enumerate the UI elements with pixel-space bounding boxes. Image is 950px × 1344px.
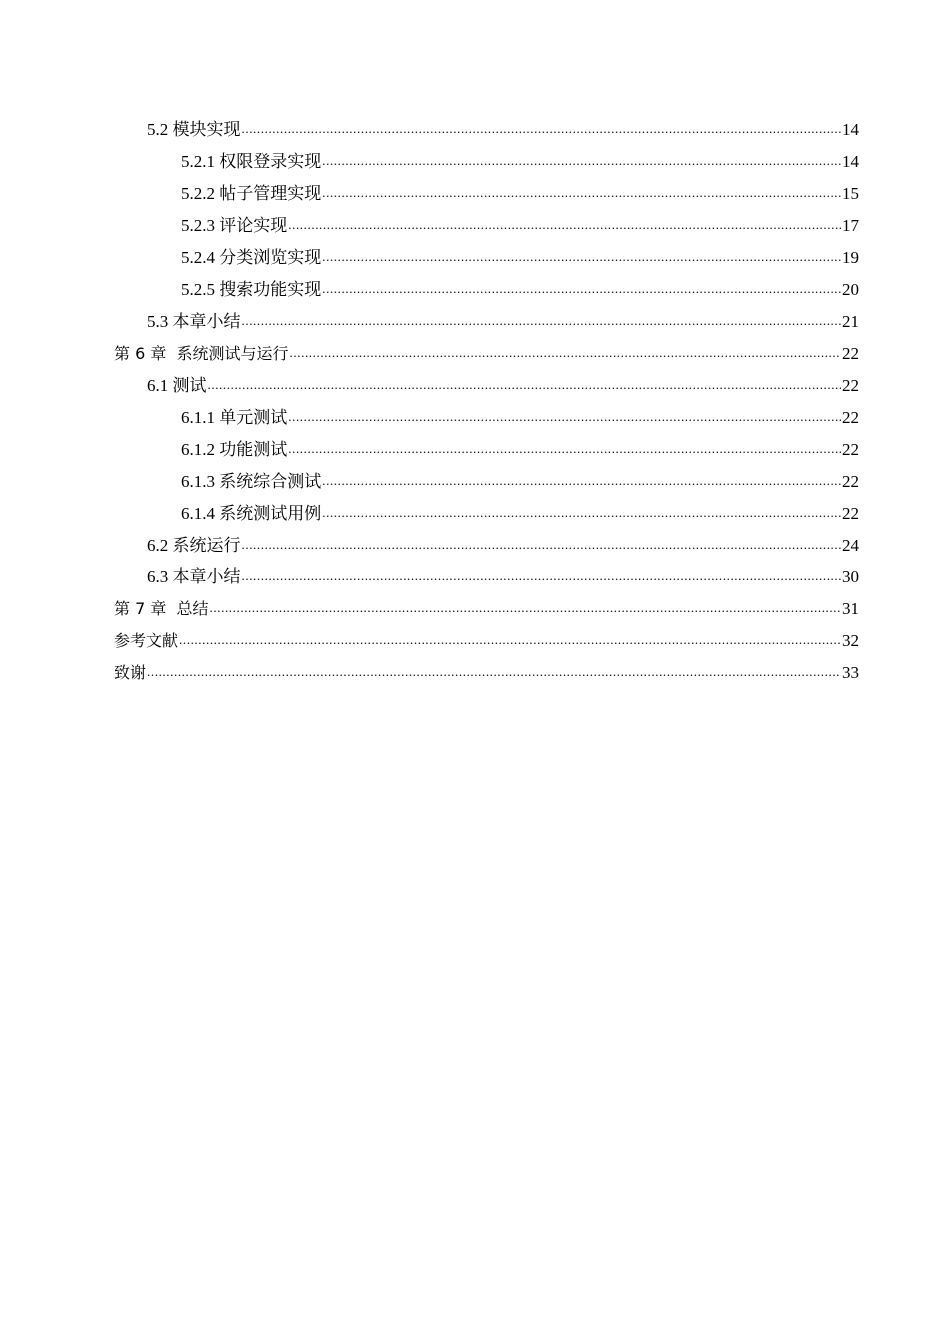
toc-entry-page: 24 [842,536,859,555]
toc-entry-title: 功能测试 [219,440,288,459]
toc-entry-page: 31 [842,599,859,618]
dot-leader [242,564,842,588]
toc-entry-page: 33 [842,663,859,682]
toc-entry-6-1[interactable] [147,374,859,398]
toc-entry-title: 单元测试 [219,408,288,427]
toc-entry-title: 权限登录实现 [219,152,322,171]
toc-entry-6-1-1[interactable] [181,406,859,430]
toc-entry-6-2[interactable] [147,534,859,558]
toc-entry-5-2-4[interactable] [181,246,859,270]
toc-entry-title: 系统综合测试 [219,472,322,491]
toc-entry-page: 30 [842,567,859,586]
toc-entry-number: 6.1.3 [181,472,215,491]
toc-entry-5-2-3[interactable] [181,214,859,238]
toc-entry-number: 6.1.2 [181,440,215,459]
toc-entry-title: 分类浏览实现 [219,248,322,267]
toc-entry-title: 系统运行 [172,536,241,555]
toc-entry-acknowledgements[interactable] [114,661,859,685]
dot-leader [288,405,841,429]
toc-entry-page: 22 [842,408,859,427]
toc-entry-chapter-7[interactable] [114,597,859,621]
toc-entry-5-2-5[interactable] [181,278,859,302]
toc-entry-chapter-6[interactable] [114,342,859,366]
toc-entry-number: 5.2.4 [181,248,215,267]
toc-entry-page: 22 [842,504,859,523]
toc-entry-title: 模块实现 [172,120,241,139]
toc-entry-title: 系统测试用例 [219,504,322,523]
toc-entry-page: 14 [842,120,859,139]
toc-entry-number: 6.1.4 [181,504,215,523]
toc-entry-references[interactable] [114,629,859,653]
toc-entry-number: 5.2.2 [181,184,215,203]
toc-entry-number: 6.2 [147,536,169,555]
toc-entry-page: 21 [842,312,859,331]
dot-leader [322,245,841,269]
dot-leader [242,117,842,141]
dot-leader [210,596,841,620]
toc-entry-page: 19 [842,248,859,267]
toc-entry-number: 第 6 章 [114,344,167,363]
dot-leader [290,341,841,365]
toc-entry-number: 6.3 [147,567,169,586]
dot-leader [322,501,841,525]
toc-entry-number: 6.1.1 [181,408,215,427]
dot-leader [322,277,841,301]
toc-entry-page: 22 [842,440,859,459]
toc-entry-page: 22 [842,472,859,491]
toc-entry-number: 5.2.3 [181,216,215,235]
dot-leader [288,213,841,237]
toc-entry-number: 5.2.5 [181,280,215,299]
toc-entry-page: 32 [842,631,859,650]
toc-entry-page: 22 [842,376,859,395]
toc-entry-6-1-2[interactable] [181,438,859,462]
dot-leader [288,437,841,461]
toc-entry-title: 本章小结 [172,312,241,331]
dot-leader [242,533,842,557]
toc-entry-number: 5.2 [147,120,169,139]
toc-entry-page: 22 [842,344,859,363]
toc-entry-number: 6.1 [147,376,169,395]
toc-entry-title: 参考文献 [114,631,179,650]
toc-entry-5-3[interactable] [147,310,859,334]
toc-entry-5-2-1[interactable] [181,150,859,174]
toc-entry-number: 5.3 [147,312,169,331]
toc-entry-6-1-4[interactable] [181,502,859,526]
toc-entry-title: 搜索功能实现 [219,280,322,299]
dot-leader [147,660,841,684]
toc-entry-title: 评论实现 [219,216,288,235]
toc-entry-page: 15 [842,184,859,203]
dot-leader [208,373,842,397]
toc-entry-number: 第 7 章 [114,599,167,618]
toc-entry-5-2[interactable] [147,118,859,142]
toc-entry-6-1-3[interactable] [181,470,859,494]
toc-entry-title: 总结 [176,599,209,618]
toc-entry-title: 致谢 [114,663,147,682]
toc-entry-title: 系统测试与运行 [176,344,289,363]
toc-entry-5-2-2[interactable] [181,182,859,206]
dot-leader [322,469,841,493]
toc-entry-page: 14 [842,152,859,171]
dot-leader [179,628,841,652]
dot-leader [242,309,842,333]
toc-entry-number: 5.2.1 [181,152,215,171]
toc-entry-title: 测试 [172,376,207,395]
toc-entry-title: 帖子管理实现 [219,184,322,203]
toc-entry-page: 20 [842,280,859,299]
toc-entry-title: 本章小结 [172,567,241,586]
dot-leader [322,181,841,205]
dot-leader [322,149,841,173]
toc-entry-6-3[interactable] [147,565,859,589]
toc-entry-page: 17 [842,216,859,235]
